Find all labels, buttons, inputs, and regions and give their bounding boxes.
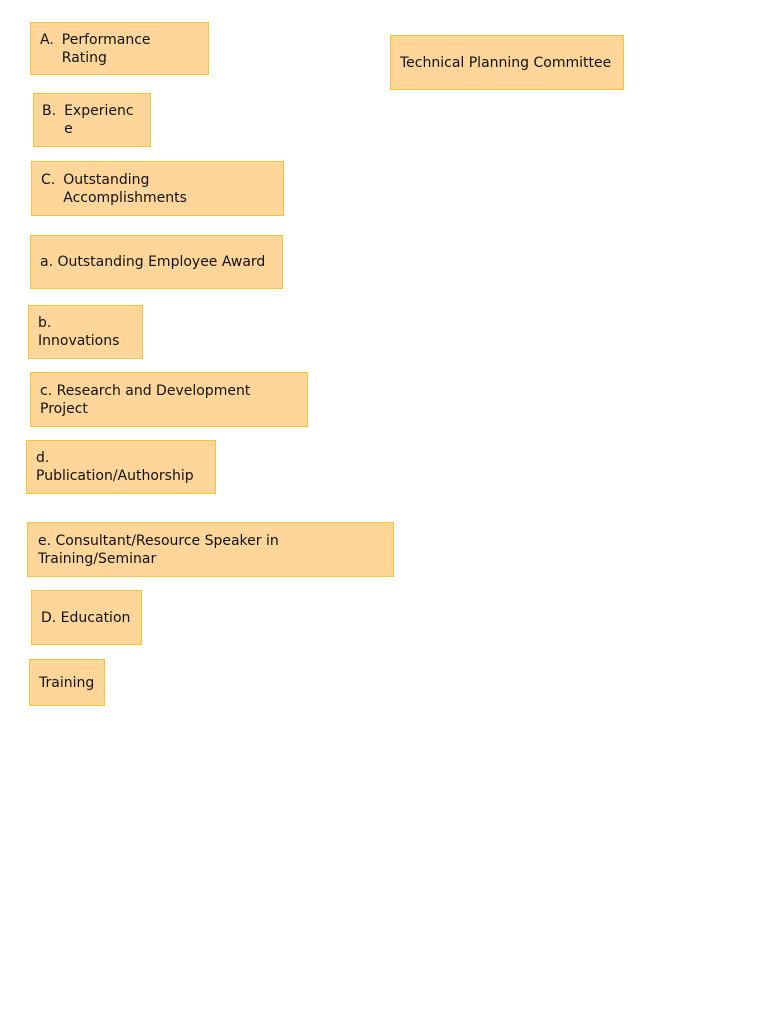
sub-criterion-innovations <box>28 305 143 359</box>
criterion-label: d. Publication/Authorship <box>36 450 194 484</box>
criterion-label: D. Education <box>41 609 131 626</box>
sub-criterion-outstanding-employee-award <box>30 235 283 289</box>
criterion-marker: C. <box>41 171 56 188</box>
criterion-marker: A. <box>40 31 54 48</box>
criterion-label: c. Research and Development Project <box>40 382 251 417</box>
sub-criterion-research-development <box>30 372 308 427</box>
sub-criterion-publication-authorship <box>26 440 216 494</box>
criterion-label: Training <box>39 674 95 691</box>
criterion-label: Outstanding Accomplishments <box>63 171 187 206</box>
criterion-label: Performance Rating <box>61 31 151 66</box>
sub-criterion-consultant-speaker <box>27 522 394 577</box>
criterion-label: b. Innovations <box>38 315 120 349</box>
committee-title: Technical Planning Committee <box>400 54 612 71</box>
criterion-outstanding-accomplishments <box>31 161 284 216</box>
criterion-label: Experienc e <box>64 103 134 137</box>
criterion-marker: B. <box>42 103 57 119</box>
criterion-label: e. Consultant/Resource Speaker in Training/Seminar <box>38 532 279 567</box>
criterion-education <box>31 590 142 645</box>
criterion-label: a. Outstanding Employee Award <box>40 254 266 270</box>
criterion-performance-rating <box>30 22 209 75</box>
criterion-experience <box>33 93 151 147</box>
criterion-training <box>29 659 105 706</box>
committee-box <box>390 35 624 90</box>
